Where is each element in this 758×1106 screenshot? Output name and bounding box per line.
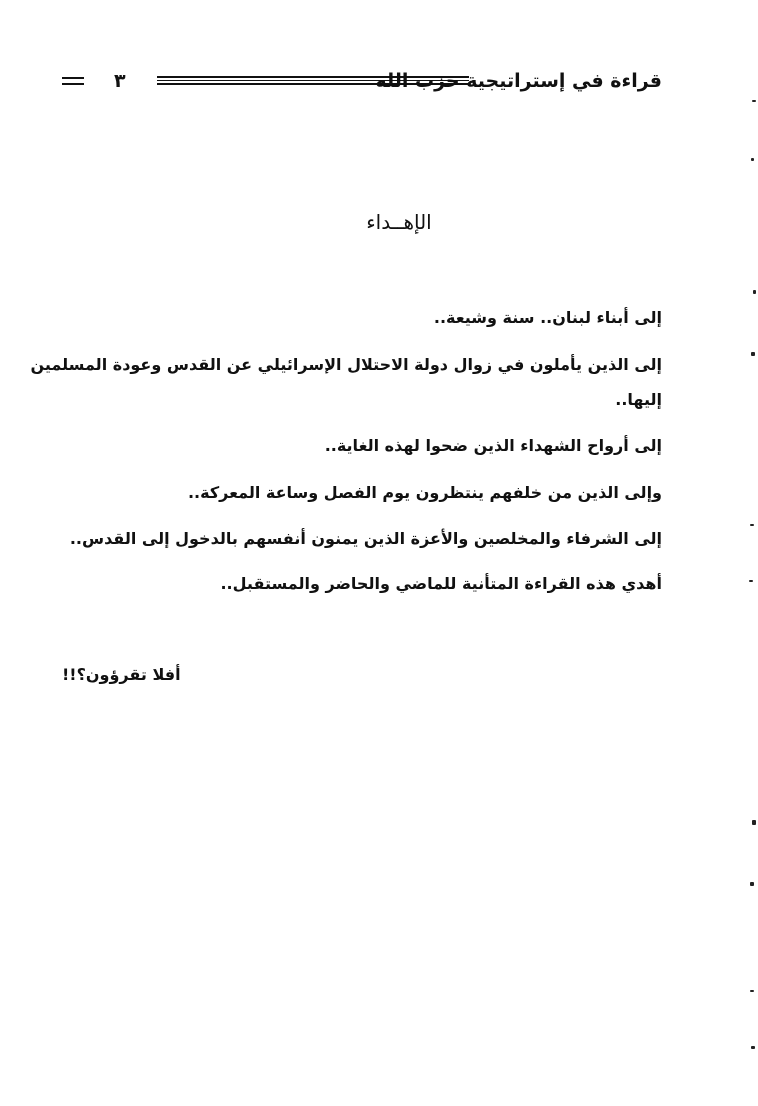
dedication-line: إلى أرواح الشهداء الذين ضحوا لهذه الغاية.. <box>324 436 662 455</box>
scan-speck <box>752 100 756 102</box>
scan-speck <box>751 1046 755 1049</box>
page-number: ٣ <box>114 70 126 92</box>
scan-speck <box>750 524 754 526</box>
scan-speck <box>750 882 754 886</box>
scan-speck <box>752 820 756 825</box>
scan-speck <box>749 580 753 582</box>
header-ornament <box>62 77 84 85</box>
closing-line: أفلا تقرؤون؟!! <box>62 665 181 684</box>
dedication-line: إليها.. <box>615 390 662 409</box>
scan-speck <box>750 990 754 992</box>
dedication-title: الإهــداء <box>366 210 432 234</box>
scan-speck <box>753 290 756 294</box>
dedication-line: إلى الذين يأملون في زوال دولة الاحتلال الإسرائيلي عن القدس وعودة المسلمين <box>30 355 662 374</box>
dedication-line: إلى الشرفاء والمخلصين والأعزة الذين يمنون أنفسهم بالدخول إلى القدس.. <box>69 529 662 548</box>
dedication-line: إلى أبناء لبنان.. سنة وشيعة.. <box>433 308 662 327</box>
dedication-line: أهدي هذه القراءة المتأنية للماضي والحاضر والمستقبل.. <box>220 574 662 593</box>
running-header <box>62 68 662 96</box>
scan-speck <box>751 352 755 356</box>
book-title: قراءة في إستراتيجية حزب الله <box>375 70 662 92</box>
scan-speck <box>751 158 754 161</box>
dedication-line: وإلى الذين من خلفهم ينتظرون يوم الفصل وساعة المعركة.. <box>187 483 662 502</box>
